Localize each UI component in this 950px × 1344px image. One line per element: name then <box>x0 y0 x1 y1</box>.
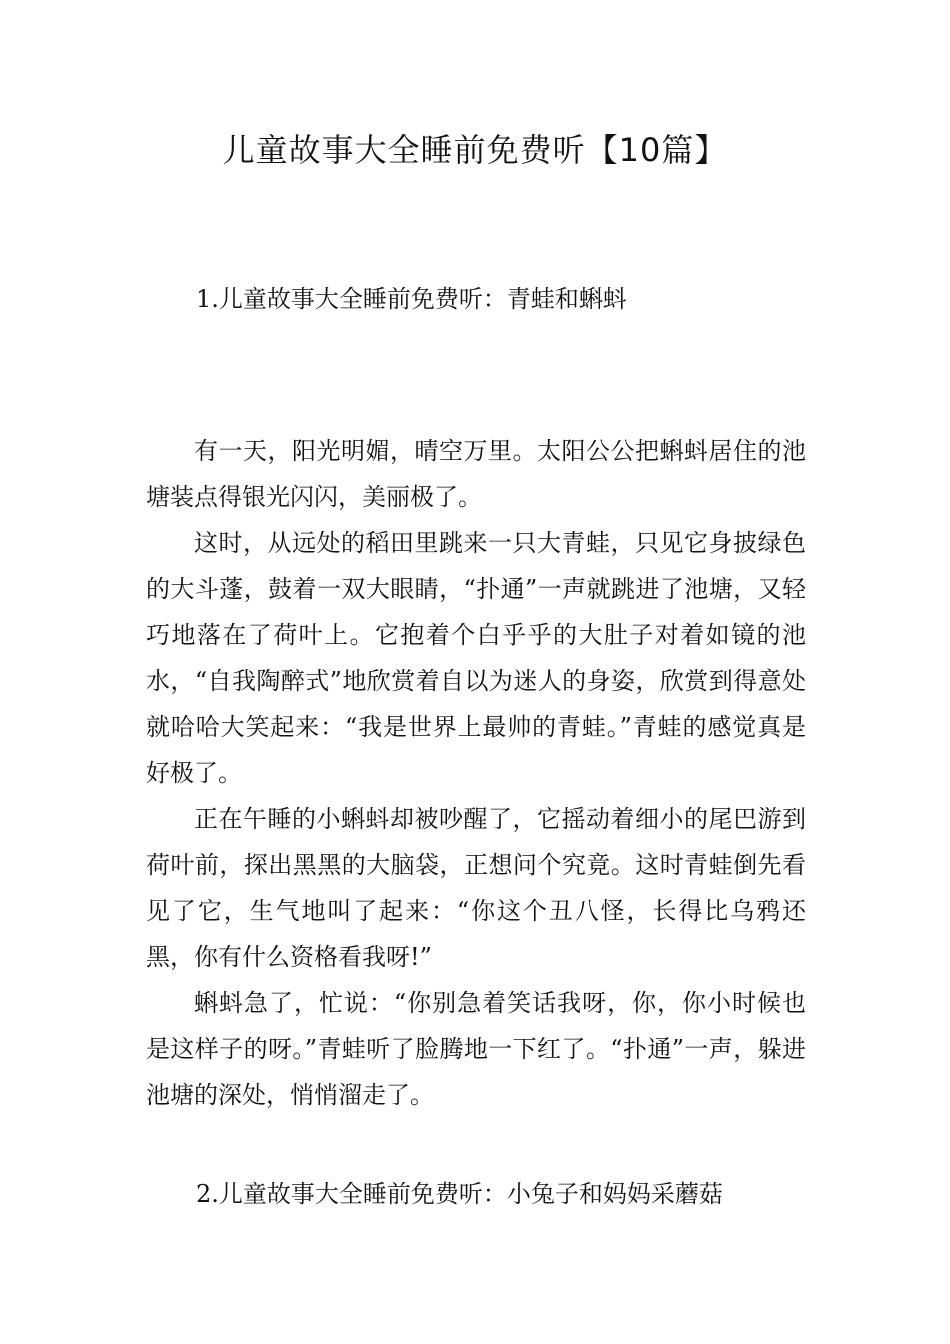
story-paragraph-3: 正在午睡的小蝌蚪却被吵醒了，它摇动着细小的尾巴游到荷叶前，探出黑黑的大脑袋，正想问个究竟。这时青蛙倒先看见了它，生气地叫了起来：“你这个丑八怪，长得比乌鸦还黑，你有什么资格看我呀!” <box>146 805 806 971</box>
story-paragraph-4: 蝌蚪急了，忙说：“你别急着笑话我呀，你，你小时候也是这样子的呀。”青蛙听了脸腾地一下红了。“扑通”一声，躲进池塘的深处，悄悄溜走了。 <box>146 989 806 1109</box>
story-paragraph-1: 有一天，阳光明媚，晴空万里。太阳公公把蝌蚪居住的池塘装点得银光闪闪，美丽极了。 <box>146 437 806 511</box>
story-body <box>146 428 806 1118</box>
document-title: 儿童故事大全睡前免费听【10篇】 <box>222 131 728 169</box>
section-heading-1: 1.儿童故事大全睡前免费听：青蛙和蝌蚪 <box>196 285 627 313</box>
section-heading-2: 2.儿童故事大全睡前免费听：小兔子和妈妈采蘑菇 <box>196 1180 723 1208</box>
story-paragraph-2: 这时，从远处的稻田里跳来一只大青蛙，只见它身披绿色的大斗蓬，鼓着一双大眼睛，“扑通”一声就跳进了池塘，又轻巧地落在了荷叶上。它抱着个白乎乎的大肚子对着如镜的池水，“自我陶醉式”地欣赏着自以为迷人的身姿，欣赏到得意处就哈哈大笑起来：“我是世界上最帅的青蛙。”青蛙的感觉真是好极了。 <box>146 529 806 787</box>
